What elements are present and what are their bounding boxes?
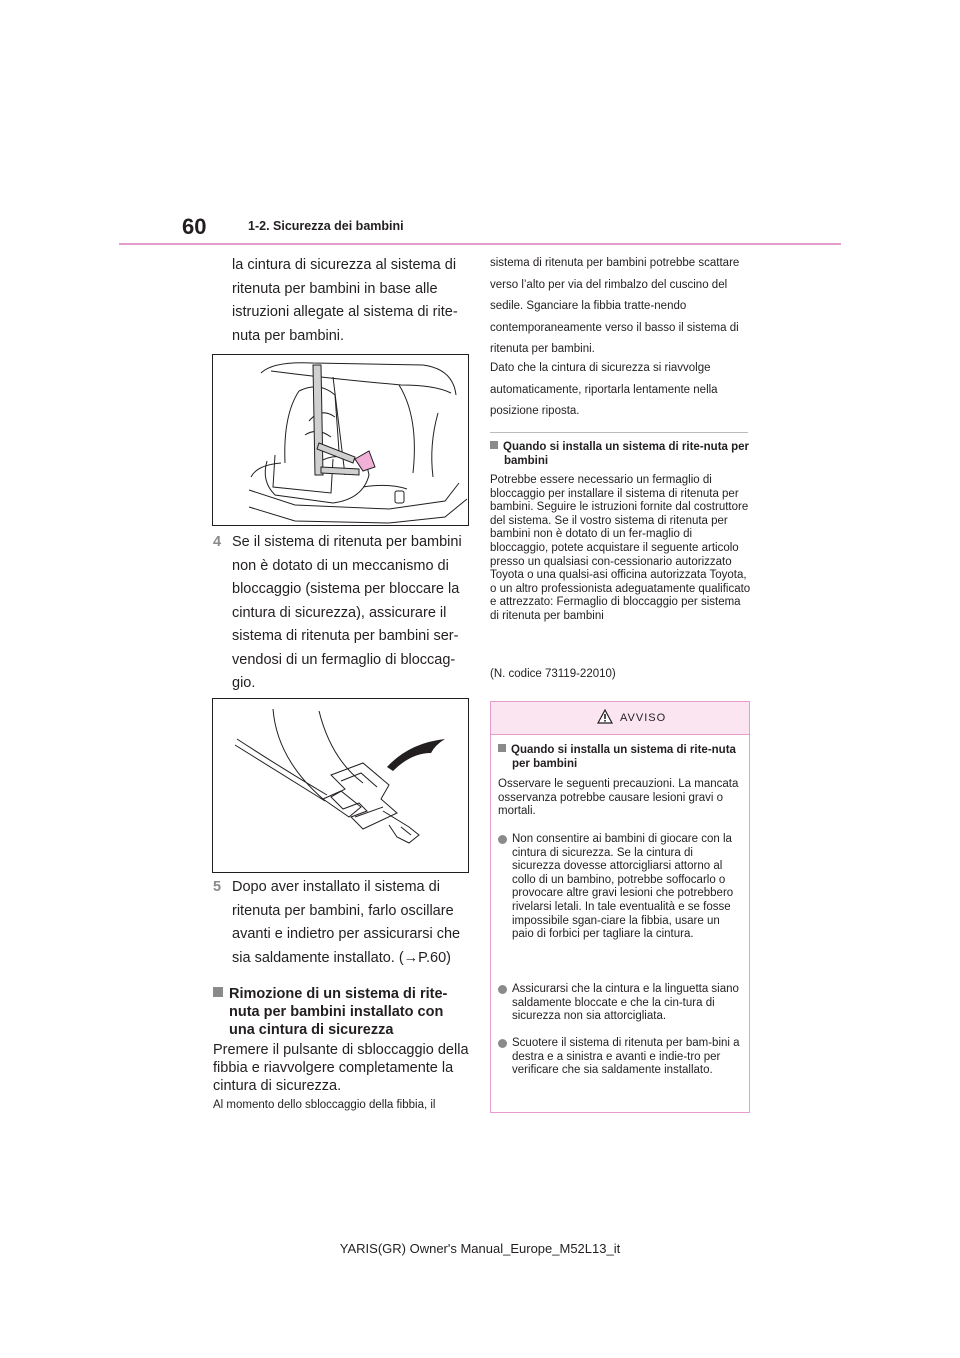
section-title: 1-2. Sicurezza dei bambini — [248, 219, 404, 233]
locking-clip-drawing — [213, 699, 468, 872]
locking-clip-illustration — [212, 698, 469, 873]
round-bullet-icon — [498, 1039, 507, 1048]
page-number: 60 — [182, 214, 207, 239]
square-bullet-icon — [490, 441, 498, 449]
warning-box — [490, 701, 750, 1113]
warning-bullet-3 — [498, 1037, 744, 1078]
step-5-number: 5 — [213, 879, 222, 895]
warning-title: AVVISO — [620, 712, 667, 724]
step-5-body: Dopo aver installato il sistema di ritenuta per bambini, farlo oscillare avanti e indietro per assicurarsi che sia saldamente installato. ( — [232, 879, 461, 966]
round-bullet-icon — [498, 985, 507, 994]
removal-note: Al momento dello sbloccaggio della fibbia, il — [213, 1099, 436, 1111]
child-seat-illustration — [212, 354, 469, 526]
warning-bullet-text: Assicurarsi che la cintura e la linguetta siano saldamente bloccate e che la cin-tura di sicurezza non sia attorcigliata. — [512, 983, 739, 1023]
install-heading-text: Quando si installa un sistema di rite-nuta per bambini — [503, 441, 750, 467]
warning-bullet-text: Scuotere il sistema di ritenuta per bam-bini a destra e a sinistra e avanti e indie-tro per verificare che sia saldamente installato. — [512, 1037, 740, 1077]
removal-body: Premere il pulsante di sbloccaggio della fibbia e riavvolgere completamente la cintura di sicurezza. — [213, 1042, 469, 1094]
intro-paragraph: la cintura di sicurezza al sistema di ritenuta per bambini in base alle istruzioni allegate al sistema di rite-nuta per bambini. — [232, 257, 458, 344]
install-heading — [490, 440, 752, 468]
step-4-number: 4 — [213, 534, 222, 550]
continued-paragraph: sistema di ritenuta per bambini potrebbe scattare verso l’alto per via del rimbalzo del cuscino del sedile. Sganciare la fibbia tratte-nendo contemporaneamente verso il basso il sistema di ritenuta per bambini. — [490, 257, 740, 355]
warning-heading-text: Quando si installa un sistema di rite-nuta per bambini — [511, 744, 736, 770]
round-bullet-icon — [498, 835, 507, 844]
footer-manual-id: YARIS(GR) Owner's Manual_Europe_M52L13_it — [339, 1241, 621, 1256]
removal-heading-text: Rimozione di un sistema di rite-nuta per bambini installato con una cintura di sicurezza — [229, 986, 448, 1038]
step-5 — [213, 876, 471, 970]
warning-intro: Osservare le seguenti precauzioni. La mancata osservanza potrebbe causare lesioni gravi o mortali. — [498, 778, 739, 818]
page-reference-link[interactable]: P.60) — [418, 949, 451, 966]
warning-triangle-icon — [597, 709, 613, 724]
warning-heading — [498, 744, 744, 771]
warning-header — [491, 702, 749, 735]
install-part-code: (N. codice 73119-22010) — [490, 668, 616, 680]
retract-paragraph: Dato che la cintura di sicurezza si riavvolge automaticamente, riportarla lentamente nella posizione riposta. — [490, 362, 718, 417]
warning-bullet-text: Non consentire ai bambini di giocare con la cintura di sicurezza. Se la cintura di sicurezza dovesse attorcigliarsi attorno al collo di un bambino, potrebbe soffocarlo o provocare altre gravi lesioni che potrebbero rivelarsi letali. In tale eventualità e se fosse impossibile sgan-ciare la fibbia, usare un paio di forbici per tagliare la cintura. — [512, 833, 734, 941]
column-divider — [490, 432, 748, 433]
removal-heading — [213, 985, 471, 1039]
install-body: Potrebbe essere necessario un fermaglio di bloccaggio per installare il sistema di ritenuta per bambini. Seguire le istruzioni fornite dal costruttore del sistema. Se il vostro sistema di ritenuta per bambini non è dotato di un fer-maglio di bloccaggio, potete acquistare il seguente articolo presso un qualsiasi con-cessionario autorizzato Toyota o una qualsi-asi officina autorizzata Toyota, o un altro professionista adeguatamente qualificato e attrezzato: Fermaglio di bloccaggio per sistema di ritenuta per bambini — [490, 474, 751, 622]
step-5-text — [232, 876, 471, 970]
step-4 — [213, 531, 471, 696]
child-seat-drawing — [213, 355, 468, 525]
warning-bullet-2 — [498, 983, 744, 1024]
header-rule — [119, 243, 841, 245]
step-4-text: Se il sistema di ritenuta per bambini non è dotato di un meccanismo di bloccaggio (sistema per bloccare la cintura di sicurezza), assicurare il sistema di ritenuta per bambini ser-vendosi di un fermaglio di bloccag-gio. — [232, 534, 462, 691]
page-ref-arrow-icon: → — [403, 949, 419, 966]
square-bullet-icon — [498, 744, 506, 752]
square-bullet-icon — [213, 987, 223, 997]
warning-bullet-1 — [498, 833, 744, 942]
